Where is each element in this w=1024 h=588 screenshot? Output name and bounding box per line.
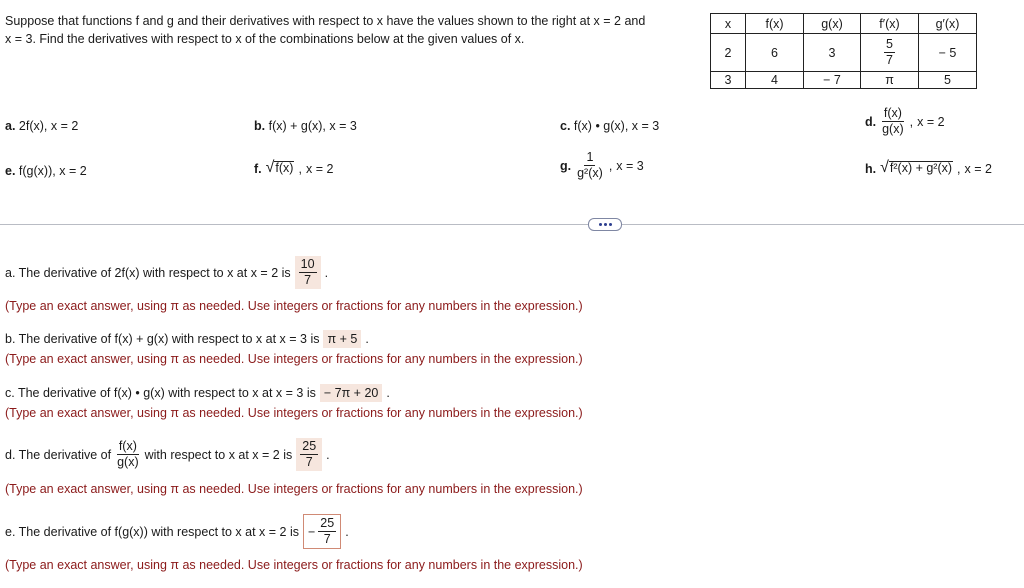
answer-box[interactable]: π + 5 xyxy=(323,330,361,348)
fraction-numerator: 25 xyxy=(318,517,336,532)
square-root xyxy=(880,160,953,176)
part-b xyxy=(254,119,357,133)
part-label: a. xyxy=(5,119,16,133)
answer-text: with respect to x at x = 2 is xyxy=(144,447,293,462)
cell-fprime: π xyxy=(861,72,919,89)
fraction-denominator: g²(x) xyxy=(577,166,603,181)
answer-text: c. The derivative of f(x) • g(x) with respect to x at x = 3 is xyxy=(5,386,316,400)
fraction-numerator: f(x) xyxy=(117,440,139,455)
radical-sign: √ xyxy=(880,159,889,176)
fraction-numerator: 5 xyxy=(884,38,895,53)
cell-gprime: − 5 xyxy=(919,34,977,72)
part-x-value: x = 3 xyxy=(329,119,357,133)
part-label: h. xyxy=(865,162,877,176)
answer-c: c. The derivative of f(x) • g(x) with respect to x at x = 3 is − 7π + 20 . xyxy=(5,386,390,400)
fraction xyxy=(884,38,895,67)
answer-e: e. The derivative of f(g(x)) with respect to x at x = 2 is − $\frac{25}{7}$ . xyxy=(5,514,349,549)
part-f: f. √ f(x) , x = 2 xyxy=(254,159,334,176)
part-g: g. $\frac{1}{\text{g²(x)}}$ , x = 3 xyxy=(560,150,644,181)
radical-sign: √ xyxy=(265,159,275,176)
part-x-value: x = 2 xyxy=(59,164,87,178)
radicand: f²(x) + g²(x) xyxy=(889,161,953,176)
answer-text: e. The derivative of f(g(x)) with respect to x at x = 2 is xyxy=(5,524,299,539)
cell-gprime: 5 xyxy=(919,72,977,89)
fraction xyxy=(318,517,336,546)
section-divider xyxy=(0,224,1024,225)
table-row xyxy=(711,72,977,89)
part-x-value: x = 2 xyxy=(305,162,334,176)
dot-icon xyxy=(609,223,612,226)
part-x-value: x = 2 xyxy=(50,119,79,133)
cell-g: 3 xyxy=(804,34,861,72)
fraction-denominator: g(x) xyxy=(882,122,904,137)
answer-text: d. The derivative of xyxy=(5,447,112,462)
problem-line-2: x = 3. Find the derivatives with respect to x of the combinations below at the given values of x. xyxy=(5,32,525,46)
part-label: e. xyxy=(5,164,16,178)
cell-f: 6 xyxy=(746,34,804,72)
part-x-value: x = 3 xyxy=(631,119,660,133)
answer-hint: (Type an exact answer, using π as needed. Use integers or fractions for any numbers in the expression.) xyxy=(5,299,583,313)
answer-sign: − xyxy=(307,524,316,539)
fraction-denominator: 7 xyxy=(886,53,893,67)
header-fprime: f′(x) xyxy=(861,14,919,34)
fraction xyxy=(300,440,318,469)
answer-text: b. The derivative of f(x) + g(x) with respect to x at x = 3 is xyxy=(5,332,320,346)
part-expression: f(g(x)), xyxy=(18,164,56,178)
part-expression: f(x) + g(x), xyxy=(268,119,326,133)
part-label: b. xyxy=(254,119,266,133)
header-gprime: g′(x) xyxy=(919,14,977,34)
fraction-denominator: 7 xyxy=(304,273,312,288)
square-root xyxy=(266,160,295,176)
answer-hint: (Type an exact answer, using π as needed. Use integers or fractions for any numbers in the expression.) xyxy=(5,482,583,496)
answer-d: d. The derivative of $\frac{f(x)}{g(x)}$ with respect to x at x = 2 is $\frac{25}{7}$ . xyxy=(5,438,330,471)
part-expression: f(x) • g(x), xyxy=(573,119,629,133)
cell-x: 2 xyxy=(711,34,746,72)
answer-hint: (Type an exact answer, using π as needed. Use integers or fractions for any numbers in the expression.) xyxy=(5,558,583,572)
header-g: g(x) xyxy=(804,14,861,34)
cell-fprime xyxy=(861,34,919,72)
answer-hint: (Type an exact answer, using π as needed. Use integers or fractions for any numbers in the expression.) xyxy=(5,406,583,420)
fraction-numerator: f(x) xyxy=(882,107,904,122)
table-row xyxy=(711,34,977,72)
cell-g: − 7 xyxy=(804,72,861,89)
fraction-numerator: 10 xyxy=(299,258,317,273)
answer-box[interactable] xyxy=(296,438,322,471)
answer-text: a. The derivative of 2f(x) with respect to x at x = 2 is xyxy=(5,265,291,280)
radicand: f(x) xyxy=(275,161,294,176)
fraction-numerator: 1 xyxy=(584,151,595,166)
cell-f: 4 xyxy=(746,72,804,89)
part-x-value: x = 2 xyxy=(964,162,992,176)
part-label: d. xyxy=(865,114,877,129)
header-x: x xyxy=(711,14,746,34)
part-label: c. xyxy=(560,119,571,133)
fraction xyxy=(575,151,605,180)
fraction-denominator: 7 xyxy=(323,532,331,547)
part-d: d. $\frac{f(x)}{g(x)}$ , x = 2 xyxy=(865,106,945,137)
answer-b: b. The derivative of f(x) + g(x) with respect to x at x = 3 is π + 5 . xyxy=(5,332,369,346)
part-h: h. √ f²(x) + g²(x) , x = 2 xyxy=(865,159,992,176)
answer-box[interactable] xyxy=(295,256,321,289)
fraction-denominator: g(x) xyxy=(117,455,139,470)
part-e xyxy=(5,164,87,178)
answer-box[interactable]: − 7π + 20 xyxy=(320,384,383,402)
fraction xyxy=(880,107,906,136)
cell-x: 3 xyxy=(711,72,746,89)
header-f: f(x) xyxy=(746,14,804,34)
dot-icon xyxy=(599,223,602,226)
part-a xyxy=(5,119,78,133)
dot-icon xyxy=(604,223,607,226)
more-options-button[interactable] xyxy=(588,218,622,231)
answer-input-box[interactable] xyxy=(303,514,341,549)
fraction xyxy=(115,440,141,469)
answer-hint: (Type an exact answer, using π as needed. Use integers or fractions for any numbers in the expression.) xyxy=(5,352,583,366)
answer-a: a. The derivative of 2f(x) with respect to x at x = 2 is $\frac{10}{7}$ . xyxy=(5,256,328,289)
values-table xyxy=(710,13,977,89)
fraction-denominator: 7 xyxy=(305,455,313,470)
part-x-value: x = 2 xyxy=(917,114,945,129)
part-c xyxy=(560,119,659,133)
part-expression: 2f(x), xyxy=(18,119,48,133)
part-label: f. xyxy=(254,162,262,176)
problem-line-1: Suppose that functions f and g and their derivatives with respect to x have the values shown to the right at x = 2 and xyxy=(5,14,646,28)
fraction-numerator: 25 xyxy=(300,440,318,455)
part-x-value: x = 3 xyxy=(616,158,644,173)
part-label: g. xyxy=(560,158,572,173)
fraction xyxy=(299,258,317,287)
